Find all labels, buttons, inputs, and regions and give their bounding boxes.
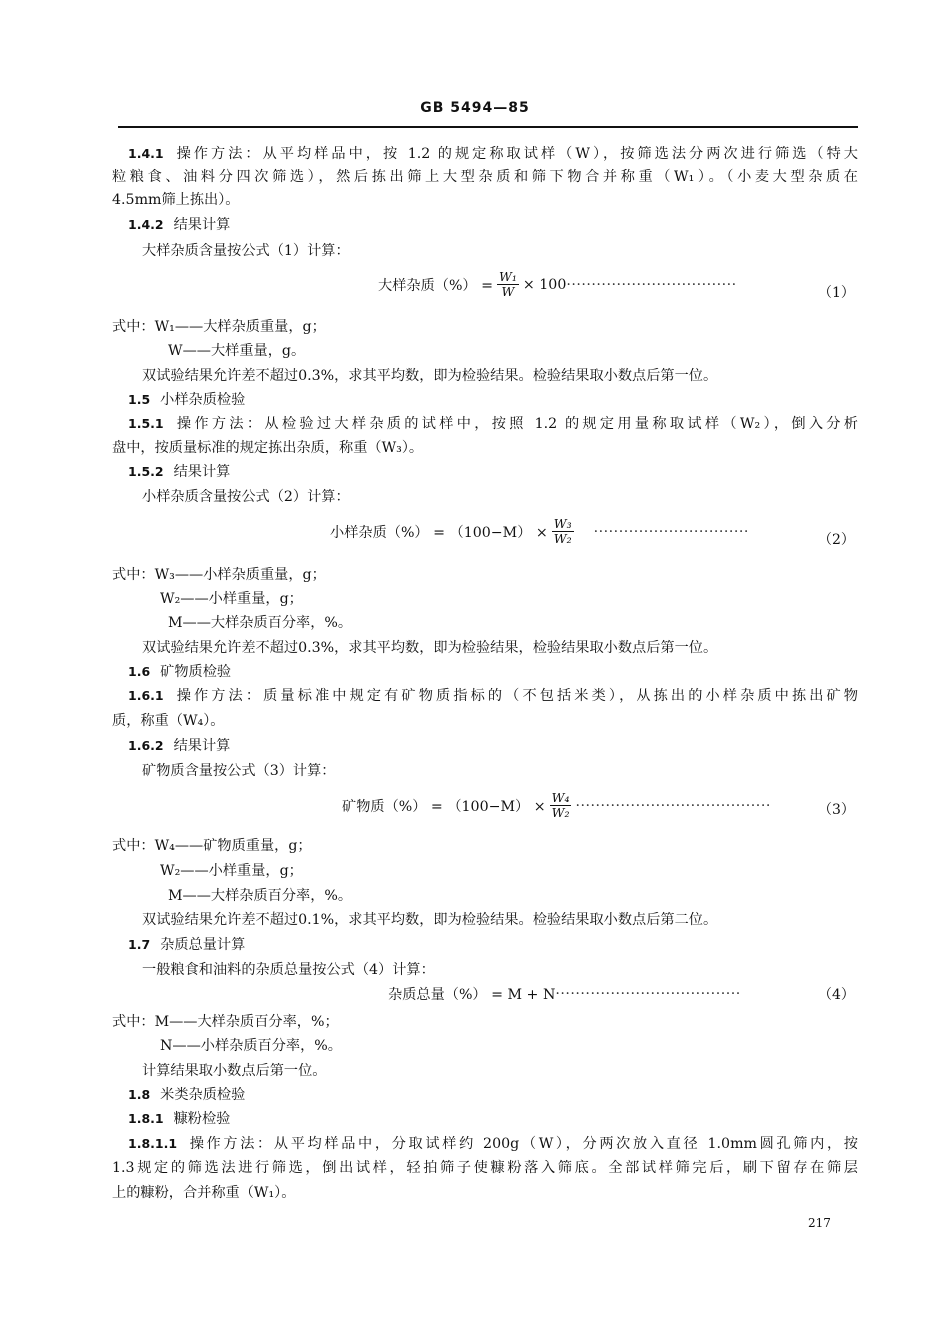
para-1-4-1-line2: 粒粮食、油料分四次筛选），然后拣出筛上大型杂质和筛下物合并称重（W₁）。（小麦大型杂质在 — [112, 169, 858, 185]
formula-4: 杂质总量（%） = M + N ····································· — [388, 986, 741, 1003]
para-1-8-1-1-line1: 1.8.1.1 操作方法：从平均样品中，分取试样约 200g（W），分两次放入直径 1.0mm圆孔筛内，按 — [128, 1136, 858, 1152]
section-number: 1.4.1 — [128, 146, 164, 161]
para-1-4-1-line3: 4.5mm筛上拣出）。 — [112, 192, 240, 208]
page-header: GB 5494—85 — [420, 100, 530, 116]
fraction: $\frac{\text{W₄}}{\text{W₂}}$ — [551, 790, 570, 820]
equation-number-4: （4） — [818, 987, 855, 1003]
formula-3: 矿物质（%） = （100−M） × $\frac{\text{W₄}}{\text{W₂}}$ ······································· — [342, 790, 771, 820]
para-1-4-1-line1: 1.4.1 操作方法：从平均样品中，按 1.2 的规定称取试样（W），按筛选法分两次进行筛选（特大 — [128, 146, 858, 162]
where-2-line2: W₂——小样重量，g； — [160, 591, 303, 607]
equation-number-1: （1） — [818, 285, 855, 301]
fraction: $\frac{\text{W₃}}{\text{W₂}}$ — [553, 516, 572, 546]
header-rule — [118, 126, 858, 128]
equation-number-3: （3） — [818, 802, 855, 818]
para-1-6-1-line1: 1.6.1 操作方法：质量标准中规定有矿物质指标的（不包括米类），从拣出的小样杂质中拣出矿物 — [128, 688, 858, 704]
heading-1-6-2: 1.6.2 结果计算 — [128, 738, 231, 754]
formula-1: 大样杂质（%） = $\frac{\text{W₁}}{W}$ × 100 ·································· — [378, 269, 737, 299]
fraction: $\frac{\text{W₁}}{W}$ — [499, 269, 517, 299]
calc-precision-4: 计算结果取小数点后第一位。 — [142, 1063, 327, 1079]
leader-dots: ······························· — [593, 523, 749, 540]
where-1-line1: 式中：W₁——大样杂质重量，g； — [112, 319, 326, 335]
equation-number-2: （2） — [818, 532, 855, 548]
formula-2-intro: 小样杂质含量按公式（2）计算： — [142, 489, 350, 505]
where-1-line2: W——大样重量，g。 — [168, 343, 306, 359]
where-2-line1: 式中：W₃——小样杂质重量，g； — [112, 567, 326, 583]
heading-1-8: 1.8 米类杂质检验 — [128, 1087, 246, 1103]
para-1-8-1-1-line2: 1.3规定的筛选法进行筛选，倒出试样，轻拍筛子使糠粉落入筛底。全部试样筛完后，刷下留存在筛层 — [112, 1160, 858, 1176]
para-1-5-1-line2: 盘中，按质量标准的规定拣出杂质，称重（W₃）。 — [112, 440, 424, 456]
where-4-line1: 式中：M——大样杂质百分率，%； — [112, 1014, 339, 1030]
formula-2: 小样杂质（%） = （100−M） × $\frac{\text{W₃}}{\text{W₂}}$ ······························· — [330, 516, 749, 546]
para-1-5-1-line1: 1.5.1 操作方法：从检验过大样杂质的试样中，按照 1.2 的规定用量称取试样（W₂），倒入分析 — [128, 416, 858, 432]
heading-1-7: 1.7 杂质总量计算 — [128, 937, 246, 953]
where-3-line3: M——大样杂质百分率，%。 — [168, 888, 353, 904]
leader-dots: ······································· — [575, 797, 771, 814]
tolerance-3: 双试验结果允许差不超过0.1%，求其平均数，即为检验结果。检验结果取小数点后第二位。 — [142, 912, 718, 928]
heading-1-5: 1.5 小样杂质检验 — [128, 392, 246, 408]
formula-4-intro: 一般粮食和油料的杂质总量按公式（4）计算： — [142, 962, 435, 978]
heading-1-6: 1.6 矿物质检验 — [128, 664, 232, 680]
where-4-line2: N——小样杂质百分率，%。 — [160, 1038, 342, 1054]
tolerance-1: 双试验结果允许差不超过0.3%，求其平均数，即为检验结果。检验结果取小数点后第一位。 — [142, 368, 718, 384]
leader-dots: ····································· — [555, 986, 741, 1002]
para-1-6-1-line2: 质，称重（W₄）。 — [112, 713, 225, 729]
where-3-line1: 式中：W₄——矿物质重量，g； — [112, 838, 312, 854]
para-1-8-1-1-line3: 上的糠粉，合并称重（W₁）。 — [112, 1185, 296, 1201]
where-2-line3: M——大样杂质百分率，%。 — [168, 615, 353, 631]
heading-1-5-2: 1.5.2 结果计算 — [128, 464, 231, 480]
formula-3-intro: 矿物质含量按公式（3）计算： — [142, 763, 336, 779]
page-number: 217 — [808, 1216, 831, 1230]
formula-1-intro: 大样杂质含量按公式（1）计算： — [142, 243, 350, 259]
heading-1-4-2: 1.4.2 结果计算 — [128, 217, 231, 233]
where-3-line2: W₂——小样重量，g； — [160, 863, 303, 879]
leader-dots: ·································· — [566, 276, 737, 293]
tolerance-2: 双试验结果允许差不超过0.3%，求其平均数，即为检验结果，检验结果取小数点后第一位。 — [142, 640, 718, 656]
heading-1-8-1: 1.8.1 糠粉检验 — [128, 1111, 231, 1127]
